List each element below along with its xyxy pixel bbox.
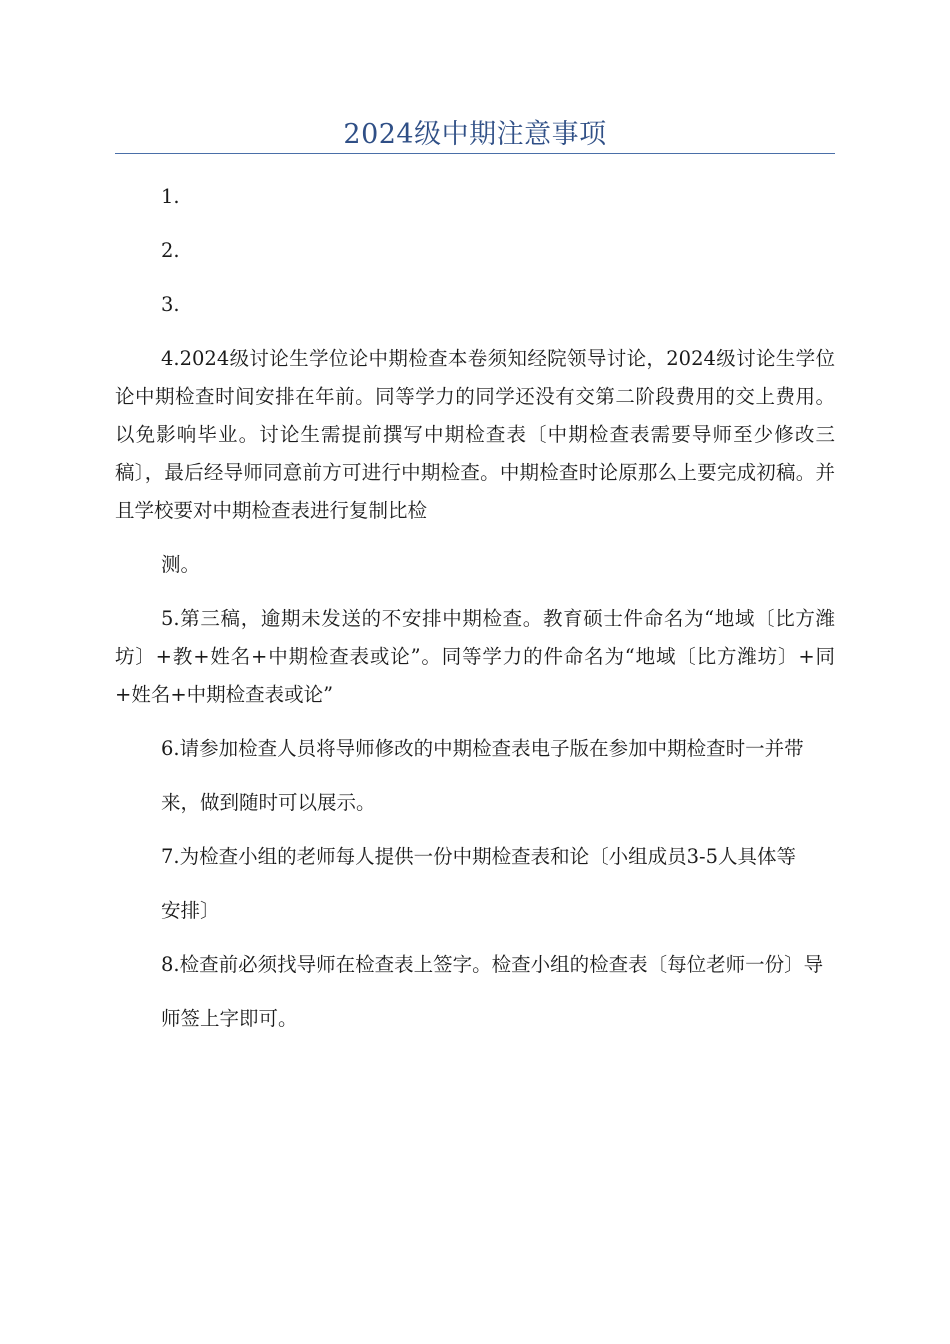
paragraph-5: 5.第三稿，逾期未发送的不安排中期检查。教育硕士件命名为“地域〔比方潍坊〕+教+姓名+中期检查表或论”。同等学力的件命名为“地域〔比方潍坊〕+同+姓名+中期检查表或论” [115, 607, 835, 706]
paragraph-7: 7.为检查小组的老师每人提供一份中期检查表和论〔小组成员3-5人具体等 [161, 845, 797, 868]
paragraph-1: 1. [161, 185, 180, 208]
document-body [115, 178, 835, 1038]
paragraph-2: 2. [161, 239, 180, 262]
paragraph-3: 3. [161, 293, 180, 316]
title-underline [115, 153, 835, 154]
paragraph-4: 4.2024级讨论生学位论中期检查本卷须知经院领导讨论，2024级讨论生学位论中期检查时间安排在年前。同等学力的同学还没有交第二阶段费用的交上费用。以免影响毕业。讨论生需提前撰写中期检查表〔中期检查表需要导师至少修改三稿〕，最后经导师同意前方可进行中期检查。中期检查时论原那么上要完成初稿。并且学校要对中期检查表进行复制比检 [115, 347, 835, 522]
paragraph-7-continuation: 安排〕 [161, 899, 220, 922]
paragraph-6: 6.请参加检查人员将导师修改的中期检查表电子版在参加中期检查时一并带 [161, 737, 804, 760]
paragraph-4-continuation: 测。 [161, 553, 201, 576]
paragraph-6-continuation: 来，做到随时可以展示。 [161, 791, 376, 814]
document-title: 2024级中期注意事项 [343, 119, 607, 150]
paragraph-8-continuation: 师签上字即可。 [161, 1007, 298, 1030]
paragraph-8: 8.检查前必须找导师在检查表上签字。检查小组的检查表〔每位老师一份〕导 [161, 953, 824, 976]
